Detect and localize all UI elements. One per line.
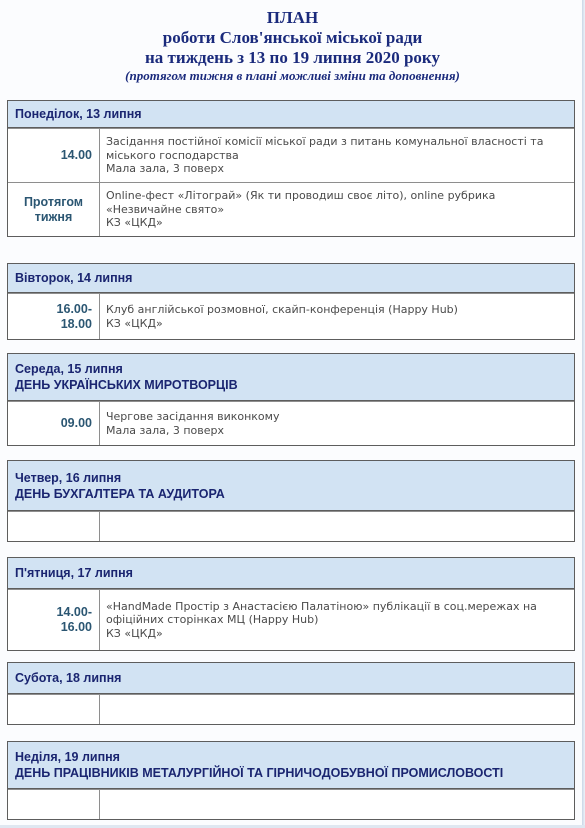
day-header — [8, 558, 574, 589]
day-block-monday — [7, 100, 575, 237]
plan-period: на тиждень з 13 по 19 липня 2020 року — [145, 48, 440, 67]
plan-note: (протягом тижня в плані можливі зміни та доповнення) — [125, 68, 460, 83]
day-block-wednesday — [7, 353, 575, 446]
day-header — [8, 354, 574, 401]
event-details — [100, 790, 574, 819]
event-place: КЗ «ЦКД» — [106, 626, 163, 640]
event-row-empty — [8, 694, 574, 724]
event-place: Мала зала, 3 поверх — [106, 423, 225, 437]
plan-header — [0, 0, 585, 84]
event-place: КЗ «ЦКД» — [106, 316, 163, 330]
event-details — [100, 129, 574, 182]
event-row — [8, 293, 574, 339]
day-title: Четвер, 16 липня — [15, 470, 122, 485]
event-details — [100, 695, 574, 724]
event-details — [100, 512, 574, 541]
event-row — [8, 128, 574, 182]
event-time: 09.00 — [8, 402, 100, 445]
event-time — [8, 695, 100, 724]
plan-title: ПЛАН — [266, 8, 319, 27]
day-header — [8, 101, 574, 128]
plan-subtitle: роботи Слов'янської міської ради — [162, 28, 423, 47]
day-block-saturday — [7, 662, 575, 725]
event-place: Мала зала, 3 поверх — [106, 162, 225, 176]
event-time: 14.00- 16.00 — [8, 590, 100, 650]
day-title: Субота, 18 липня — [15, 671, 122, 685]
event-description: Клуб англійської розмовної, скайп-конференція (Happy Hub) — [106, 303, 458, 316]
day-title: Понеділок, 13 липня — [15, 107, 142, 121]
event-description: Online-фест «Літограй» (Як ти проводиш своє літо), online рубрика «Незвичайне свято» — [106, 189, 496, 216]
day-block-sunday — [7, 741, 575, 820]
event-time — [8, 183, 100, 236]
day-header — [8, 264, 574, 293]
day-header — [8, 742, 574, 789]
day-header — [8, 461, 574, 511]
day-observance: ДЕНЬ БУХГАЛТЕРА ТА АУДИТОРА — [15, 486, 225, 501]
event-place: КЗ «ЦКД» — [106, 216, 163, 230]
day-observance: ДЕНЬ ПРАЦІВНИКІВ МЕТАЛУРГІЙНОЇ ТА ГІРНИЧОДОБУВНОЇ ПРОМИСЛОВОСТІ — [15, 766, 504, 780]
event-row-empty — [8, 789, 574, 819]
event-row — [8, 401, 574, 445]
day-block-tuesday — [7, 263, 575, 340]
event-description: Чергове засідання виконкому — [106, 410, 280, 423]
event-details — [100, 294, 574, 339]
event-row — [8, 589, 574, 650]
event-details — [100, 590, 574, 650]
event-details — [100, 183, 574, 236]
event-time: 16.00- 18.00 — [8, 294, 100, 339]
day-title: П'ятниця, 17 липня — [15, 566, 133, 580]
day-block-thursday — [7, 460, 575, 542]
event-time: 14.00 — [8, 129, 100, 182]
day-title: Вівторок, 14 липня — [15, 271, 133, 285]
event-row — [8, 182, 574, 236]
day-header — [8, 663, 574, 694]
day-title: Середа, 15 липня — [15, 362, 123, 376]
event-description: Засідання постійної комісії міської ради з питань комунальної власності та міського господарства — [106, 135, 544, 162]
event-time-text: Протягом тижня — [23, 194, 84, 224]
event-row-empty — [8, 511, 574, 541]
event-description: «HandMade Простір з Анастасією Палатіною» публікації в соц.мережах на офіційних сторінках МЦ (Happy Hub) — [106, 599, 537, 627]
event-details — [100, 402, 574, 445]
event-time — [8, 512, 100, 541]
day-observance: ДЕНЬ УКРАЇНСЬКИХ МИРОТВОРЦІВ — [15, 378, 238, 392]
day-title: Неділя, 19 липня — [15, 750, 120, 764]
day-block-friday — [7, 557, 575, 651]
event-time — [8, 790, 100, 819]
